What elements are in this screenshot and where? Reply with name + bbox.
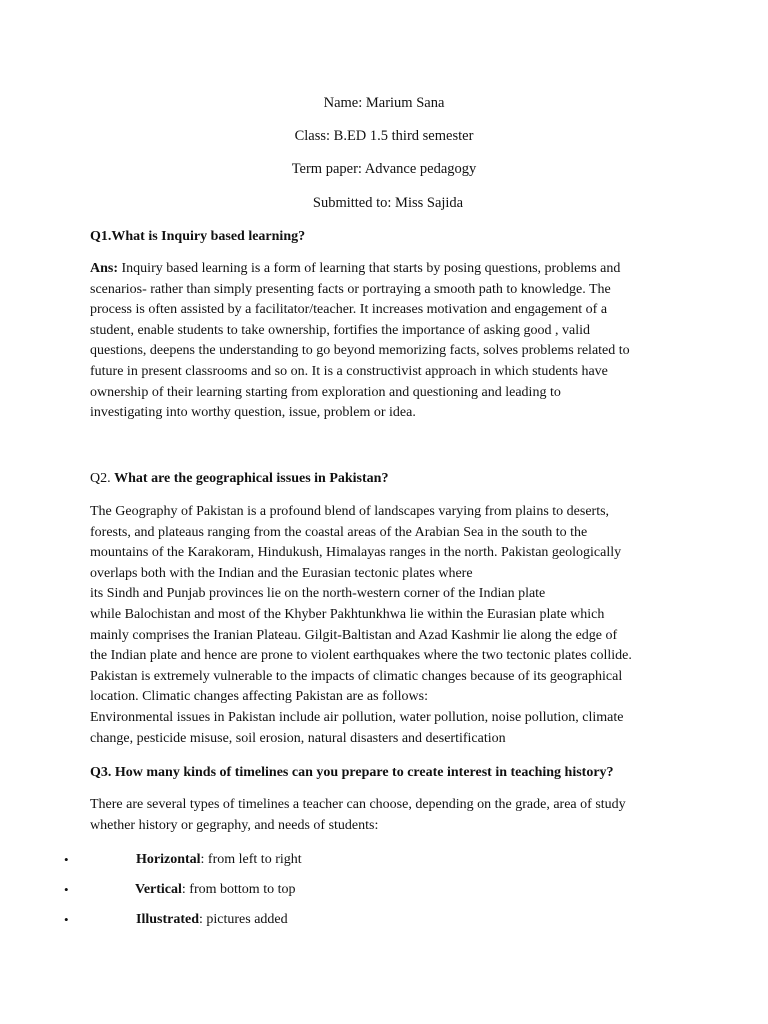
submitted-to-line: Submitted to: Miss Sajida: [312, 195, 464, 211]
q2-answer-line: The Geography of Pakistan is a profound blend of landscapes varying from plains to deserts,: [90, 504, 610, 519]
q2-heading: Q2. What are the geographical issues in Pakistan?: [90, 471, 389, 486]
q3-heading: Q3. How many kinds of timelines can you prepare to create interest in teaching history?: [90, 765, 614, 780]
q2-answer-line: location. Climatic changes affecting Pakistan are as follows:: [90, 689, 428, 705]
q3-answer: [90, 795, 680, 836]
q3-answer-line: whether history or gegraphy, and needs of students:: [90, 817, 379, 833]
timeline-type: Vertical: [135, 882, 182, 897]
bullet-icon: •: [64, 852, 69, 867]
q1-answer-line: process is often assisted by a facilitator/teacher. It increases motivation and engagement of a: [90, 302, 608, 318]
q1-answer-line: Ans: Inquiry based learning is a form of learning that starts by posing questions, problems and: [90, 261, 621, 276]
q2-answer-line: overlaps both with the Indian and the Eurasian tectonic plates where: [90, 565, 473, 581]
timeline-type: Illustrated: [136, 912, 199, 927]
q2-answer: [90, 502, 680, 749]
q2-answer-line: while Balochistan and most of the Khyber Pakhtunkhwa lie within the Eurasian plate which: [90, 606, 605, 622]
q2-answer-line: the Indian plate and hence are prone to violent earthquakes where the two tectonic plates collide.: [90, 648, 632, 664]
q2-answer-line: Pakistan is extremely vulnerable to the impacts of climatic changes because of its geographical: [90, 668, 623, 684]
q2-answer-line: change, pesticide misuse, soil erosion, natural disasters and desertification: [90, 730, 506, 746]
list-item: [0, 850, 768, 870]
q1-answer-line: scenarios- rather than simply presenting facts or portraying a smooth path to knowledge. The: [90, 281, 611, 297]
q1-heading: Q1.What is Inquiry based learning?: [90, 229, 306, 244]
q1-answer-line: ownership of their learning starting from exploration and questioning and leading to: [90, 384, 561, 400]
q1-answer-line: student, enable students to take ownership, fortifies the importance of asking good , valid: [90, 322, 590, 338]
q1-answer-line: future in present classrooms and so on. It is a constructivist approach in which students have: [90, 363, 608, 379]
q1-answer-line: investigating into worthy question, issue, problem or idea.: [90, 405, 416, 421]
bullet-icon: •: [64, 912, 69, 927]
q2-answer-line: forests, and plateaus ranging from the coastal areas of the Arabian Sea in the south to the: [90, 524, 588, 540]
ans-label: Ans:: [90, 261, 119, 276]
timeline-type: Horizontal: [136, 852, 201, 867]
timeline-desc: : from bottom to top: [181, 882, 296, 897]
q1-answer: [90, 259, 680, 424]
list-item: [0, 880, 768, 900]
timeline-desc: : pictures added: [199, 912, 288, 927]
list-item: [0, 910, 768, 930]
q3-answer-line: There are several types of timelines a teacher can choose, depending on the grade, area of study: [90, 797, 626, 812]
bullet-icon: •: [64, 882, 69, 897]
timeline-desc: : from left to right: [200, 852, 302, 867]
q1-answer-line: questions, deepens the understanding to go beyond memorizing facts, solves problems related to: [90, 343, 630, 359]
q2-answer-line: its Sindh and Punjab provinces lie on the north-western corner of the Indian plate: [90, 586, 546, 602]
term-paper-line: Term paper: Advance pedagogy: [291, 161, 477, 177]
student-name: Name: Marium Sana: [323, 95, 445, 111]
q2-answer-line: mainly comprises the Iranian Plateau. Gilgit-Baltistan and Azad Kashmir lie along the edge of: [90, 627, 618, 643]
q2-answer-line: mountains of the Karakoram, Hindukush, Himalayas ranges in the north. Pakistan geologically: [90, 545, 622, 561]
class-line: Class: B.ED 1.5 third semester: [294, 128, 474, 144]
q2-answer-line: Environmental issues in Pakistan include air pollution, water pollution, noise pollution, climate: [90, 709, 624, 725]
